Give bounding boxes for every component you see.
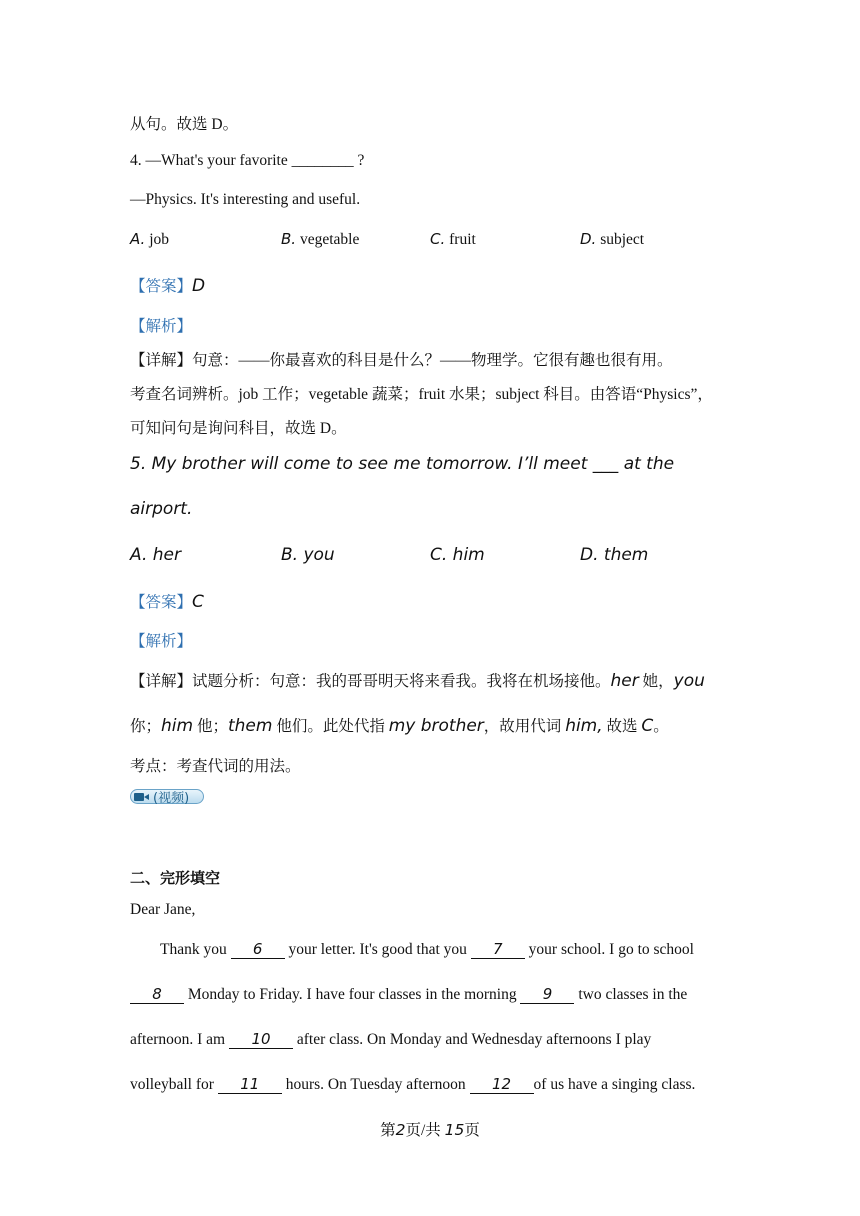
passage-text: two classes in the: [574, 986, 688, 1003]
passage-line-4: [130, 1076, 695, 1094]
q4-answer: [130, 274, 205, 296]
q4-option-d: [580, 230, 644, 249]
word-c: C: [641, 716, 654, 736]
word-them: them: [227, 716, 273, 736]
q4-detail-2: 考查名词辨析。job 工作；vegetable 蔬菜；fruit 水果；subject 科目。由答语“Physics”，: [130, 386, 713, 403]
answer-value: C: [192, 592, 204, 612]
q4-analysis-label: 【解析】: [130, 318, 193, 335]
detail-text: ，故用代词: [483, 718, 566, 735]
passage-text: volleyball for: [130, 1076, 218, 1093]
detail-label: 【详解】: [130, 352, 193, 369]
passage-text: of us have a singing class.: [533, 1076, 696, 1093]
q5-detail-1: [130, 669, 705, 691]
passage-text: Thank you: [160, 941, 231, 958]
word-him-2: him,: [565, 716, 603, 736]
blank-11: 11: [218, 1076, 282, 1094]
text-line: 从句。故选 D。: [130, 116, 239, 133]
word-you: you: [673, 671, 705, 691]
q5-point: 考点：考查代词的用法。: [130, 758, 301, 775]
blank-12: 12: [470, 1076, 534, 1094]
answer-label: 【答案】: [130, 278, 193, 295]
blank-9: 9: [520, 986, 574, 1004]
question-4-prompt: [130, 152, 364, 170]
letter-salutation: Dear Jane,: [130, 901, 196, 918]
blank-10: 10: [229, 1031, 293, 1049]
q4-option-b: [281, 230, 359, 249]
blank-8: 8: [130, 986, 184, 1004]
word-my-brother: my brother: [388, 716, 484, 736]
detail-text: 你；: [130, 718, 162, 735]
q5-option-b: B. you: [281, 545, 335, 565]
footer-text: 页: [464, 1122, 480, 1139]
page-footer: [0, 1118, 860, 1140]
passage-text: hours. On Tuesday afternoon: [281, 1076, 470, 1093]
video-button-label: (视频): [153, 791, 190, 806]
option-letter: D.: [580, 230, 597, 248]
passage-line-3: [130, 1031, 651, 1049]
detail-label: 【详解】: [130, 673, 193, 690]
section-heading: 二、完形填空: [130, 869, 221, 887]
current-page-number: 2: [395, 1121, 406, 1139]
passage-text: your school. I go to school: [524, 941, 694, 958]
q5-option-c: C. him: [430, 545, 485, 565]
q4-blank: ________: [291, 152, 354, 169]
footer-text: 第: [380, 1122, 396, 1139]
question-4-reply: —Physics. It's interesting and useful.: [130, 191, 361, 208]
blank-6: 6: [231, 941, 285, 959]
answer-label: 【答案】: [130, 594, 193, 611]
passage-line-2: [130, 986, 687, 1004]
option-text: job: [149, 231, 169, 248]
option-letter: B.: [281, 230, 297, 248]
passage-text: Monday to Friday. I have four classes in the morning: [184, 986, 521, 1003]
word-him: him: [161, 716, 194, 736]
option-letter: C.: [430, 230, 446, 248]
detail-text: 故选: [602, 718, 642, 735]
detail-text: 试题分析：句意：我的哥哥明天将来看我。我将在机场接他。: [192, 673, 611, 690]
detail-text: 。: [653, 718, 669, 735]
q5-option-d: D. them: [580, 545, 649, 565]
q4-option-a: [130, 230, 169, 249]
total-page-number: 15: [444, 1121, 465, 1139]
footer-text: 页/共: [405, 1122, 445, 1139]
question-5-prompt-2: airport.: [130, 499, 193, 519]
q5-answer: [130, 590, 204, 612]
blank-7: 7: [471, 941, 525, 959]
passage-text: after class. On Monday and Wednesday afternoons I play: [293, 1031, 652, 1048]
passage-text: afternoon. I am: [130, 1031, 229, 1048]
q5-option-a: A. her: [130, 545, 181, 565]
option-text: subject: [600, 231, 645, 248]
detail-text: 句意：——你最喜欢的科目是什么？——物理学。它很有趣也很有用。: [192, 352, 673, 369]
q4-detail-1: [130, 348, 673, 370]
word-her: her: [610, 671, 639, 691]
q4-option-c: [430, 230, 476, 249]
detail-text: 她，: [638, 673, 674, 690]
passage-line-1: [160, 941, 694, 959]
q4-prompt-before: 4. —What's your favorite: [130, 152, 292, 169]
video-button[interactable]: [130, 789, 204, 804]
passage-text: your letter. It's good that you: [284, 941, 471, 958]
option-text: vegetable: [299, 231, 360, 248]
detail-text: 他们。此处代指: [272, 718, 389, 735]
q4-detail-3: 可知问句是询问科目，故选 D。: [130, 420, 347, 437]
answer-value: D: [192, 276, 206, 296]
q5-detail-2: [130, 714, 669, 736]
question-5-prompt-1: 5. My brother will come to see me tomorrow. I’ll meet ___ at the: [130, 454, 675, 474]
q4-prompt-after: ?: [353, 152, 365, 169]
option-letter: A.: [130, 230, 146, 248]
video-camera-icon: [134, 792, 150, 802]
option-text: fruit: [449, 231, 476, 248]
detail-text: 他；: [193, 718, 228, 735]
q5-analysis-label: 【解析】: [130, 633, 193, 650]
